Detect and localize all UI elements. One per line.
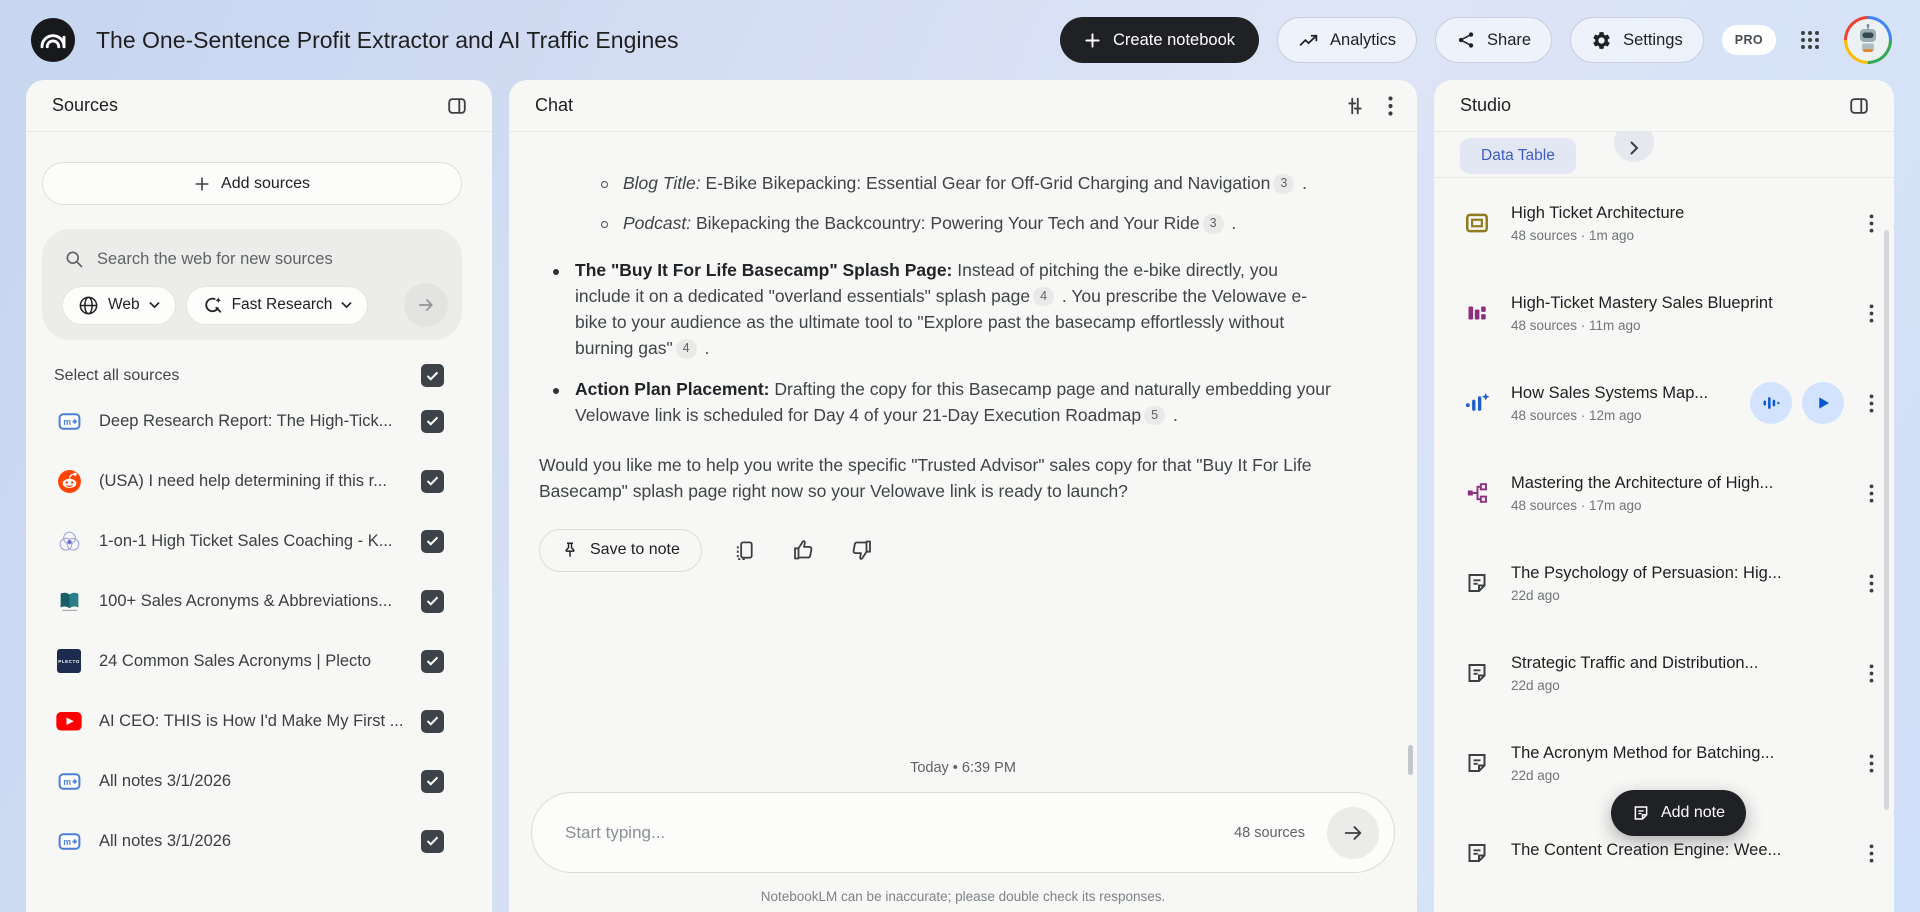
studio-item[interactable]: The Acronym Method for Batching... 22d ago [1434,718,1894,808]
note-icon [1462,661,1492,685]
add-note-button[interactable]: Add note [1611,790,1746,836]
chat-bullet: The "Buy It For Life Basecamp" Splash Page: Instead of pitching the e-bike directly, you include it on a dedicated "overland essentials" splash page 4 . You prescribe the Velowave e-bike to your audience as the ultimate tool to "Explore past the basecamp effortlessly without burning gas" 4 . [553,257,1333,362]
send-button[interactable] [1327,807,1379,859]
research-mode-dropdown[interactable]: Fast Research [186,286,369,325]
item-more-menu-icon[interactable] [1865,300,1878,327]
citation-chip[interactable]: 4 [1033,287,1054,307]
chat-message-area [509,132,1417,760]
studio-scrollbar[interactable] [1884,230,1889,810]
chat-more-menu-icon[interactable] [1384,92,1397,120]
citation-chip[interactable]: 3 [1273,174,1294,194]
plecto-icon: PLECTO [56,649,82,673]
chat-settings-tune-icon[interactable] [1340,91,1370,121]
source-checkbox[interactable] [421,830,444,853]
mind-map-icon [1462,481,1492,505]
chat-input-bar [531,792,1395,873]
hollow-bullet-marker [601,221,608,228]
citation-chip[interactable]: 3 [1203,214,1224,234]
plus-icon [1084,32,1101,49]
hollow-bullet-marker [601,181,608,188]
source-checkbox[interactable] [421,770,444,793]
share-button[interactable]: Share [1435,17,1552,63]
sources-count: 48 sources [1234,824,1305,841]
studio-item[interactable]: Strategic Traffic and Distribution... 22d ago [1434,628,1894,718]
main-content [0,80,1920,912]
studio-panel [1434,80,1894,912]
bar-chart-icon [1462,301,1492,325]
source-row[interactable]: (USA) I need help determining if this r... [26,451,492,511]
data-table-icon [1462,210,1492,236]
source-row[interactable]: m Deep Research Report: The High-Tick... [26,391,492,451]
fast-research-icon [202,295,223,316]
citation-chip[interactable]: 4 [676,339,697,359]
sources-panel [26,80,492,912]
item-more-menu-icon[interactable] [1865,390,1878,417]
user-avatar[interactable] [1844,16,1892,64]
item-more-menu-icon[interactable] [1865,210,1878,237]
sources-list [26,391,492,871]
google-apps-grid-icon[interactable] [1794,24,1826,56]
bullet-marker [553,388,559,394]
venn-diagram-icon [56,529,82,554]
item-more-menu-icon[interactable] [1865,840,1878,867]
expand-panel-icon[interactable] [1844,91,1874,121]
item-more-menu-icon[interactable] [1865,750,1878,777]
add-note-icon [1632,804,1650,822]
source-row[interactable]: m All notes 3/1/2026 [26,751,492,811]
chat-closing-paragraph: Would you like me to help you write the specific "Trusted Advisor" sales copy for that "Buy It For Life Basecamp" splash page right now so your Velowave link is ready to launch? [539,455,1312,502]
citation-chip[interactable]: 5 [1144,406,1165,426]
notebook-title[interactable]: The One-Sentence Profit Extractor and AI Traffic Engines [96,26,679,53]
item-more-menu-icon[interactable] [1865,480,1878,507]
chat-scrollbar[interactable] [1408,745,1413,775]
pin-icon [561,541,579,559]
studio-item[interactable]: The Psychology of Persuasion: Hig... 22d ago [1434,538,1894,628]
chat-timestamp: Today • 6:39 PM [910,760,1016,776]
source-row[interactable]: 1-on-1 High Ticket Sales Coaching - K... [26,511,492,571]
studio-chip-row [1434,132,1894,178]
svg-text:m: m [62,776,71,787]
settings-button[interactable]: Settings [1570,17,1704,63]
source-checkbox[interactable] [421,650,444,673]
plus-icon [194,176,210,192]
notebooklm-logo-icon[interactable] [30,17,76,63]
create-notebook-button[interactable]: Create notebook [1060,17,1259,63]
reddit-icon [56,469,82,494]
add-sources-button[interactable]: Add sources [42,162,462,205]
svg-text:m: m [62,836,71,847]
search-input[interactable] [97,250,448,269]
source-checkbox[interactable] [421,710,444,733]
top-bar [0,0,1920,80]
copy-icon[interactable] [729,535,760,566]
select-all-checkbox[interactable] [421,364,444,387]
chevron-down-icon [341,301,352,309]
note-icon [1462,751,1492,775]
source-row[interactable]: m All notes 3/1/2026 [26,811,492,871]
select-all-sources-label: Select all sources [54,366,180,384]
notebooklm-doc-icon [56,409,82,434]
note-icon [1462,571,1492,595]
trending-up-icon [1298,30,1319,51]
item-more-menu-icon[interactable] [1865,570,1878,597]
book-icon [56,589,82,614]
source-checkbox[interactable] [421,410,444,433]
source-checkbox[interactable] [421,530,444,553]
chip-scroll-right-icon[interactable] [1614,132,1654,162]
thumbs-up-icon[interactable] [787,534,819,566]
studio-item[interactable]: Mastering the Architecture of High... 48 sources · 17m ago [1434,448,1894,538]
source-row[interactable]: 100+ Sales Acronyms & Abbreviations... [26,571,492,631]
studio-item[interactable]: High Ticket Architecture 48 sources · 1m ago [1434,178,1894,268]
chat-sub-bullet: Blog Title: E-Bike Bikepacking: Essential Gear for Off-Grid Charging and Navigation 3 . [601,170,1333,196]
source-row[interactable]: AI CEO: THIS is How I'd Make My First ... [26,691,492,751]
source-checkbox[interactable] [421,470,444,493]
bullet-marker [553,269,559,275]
studio-item[interactable]: High-Ticket Mastery Sales Blueprint 48 sources · 11m ago [1434,268,1894,358]
chat-panel-title: Chat [535,95,574,115]
pro-badge: PRO [1722,25,1776,55]
collapse-panel-icon[interactable] [442,91,472,121]
share-icon [1456,30,1476,50]
note-icon [1462,841,1492,865]
web-filter-dropdown[interactable]: Web [62,286,176,325]
notebooklm-doc-icon [56,769,82,794]
gear-icon [1591,30,1612,51]
chat-panel [509,80,1417,912]
source-row[interactable]: PLECTO 24 Common Sales Acronyms | Plecto [26,631,492,691]
search-icon [64,249,84,269]
sources-panel-title: Sources [52,95,119,115]
chat-sub-bullet: Podcast: Bikepacking the Backcountry: Powering Your Tech and Your Ride 3 . [601,210,1333,236]
analytics-button[interactable]: Analytics [1277,17,1417,63]
item-more-menu-icon[interactable] [1865,660,1878,687]
data-table-chip[interactable]: Data Table [1460,138,1576,174]
source-checkbox[interactable] [421,590,444,613]
web-search-box [42,229,462,340]
interactive-audio-icon[interactable] [1750,382,1792,424]
chevron-down-icon [149,301,160,309]
chat-bullet: Action Plan Placement: Drafting the copy for this Basecamp page and naturally embedding your Velowave link is scheduled for Day 4 of your 21-Day Execution Roadmap 5 . [553,376,1333,429]
save-to-note-button[interactable]: Save to note [539,529,702,572]
studio-panel-title: Studio [1460,95,1512,115]
disclaimer-text: NotebookLM can be inaccurate; please double check its responses. [760,889,1166,904]
audio-overview-icon [1462,390,1492,417]
studio-item[interactable]: The Content Creation Engine: Wee... [1434,808,1894,898]
search-submit-arrow-icon[interactable] [404,283,448,327]
notebooklm-doc-icon [56,829,82,854]
youtube-icon [56,712,82,731]
play-icon[interactable] [1802,382,1844,424]
studio-item[interactable]: How Sales Systems Map... 48 sources · 12m ago [1434,358,1894,448]
chat-input[interactable] [565,823,1234,843]
svg-text:m: m [62,416,71,427]
globe-icon [78,295,99,316]
thumbs-down-icon[interactable] [846,534,878,566]
